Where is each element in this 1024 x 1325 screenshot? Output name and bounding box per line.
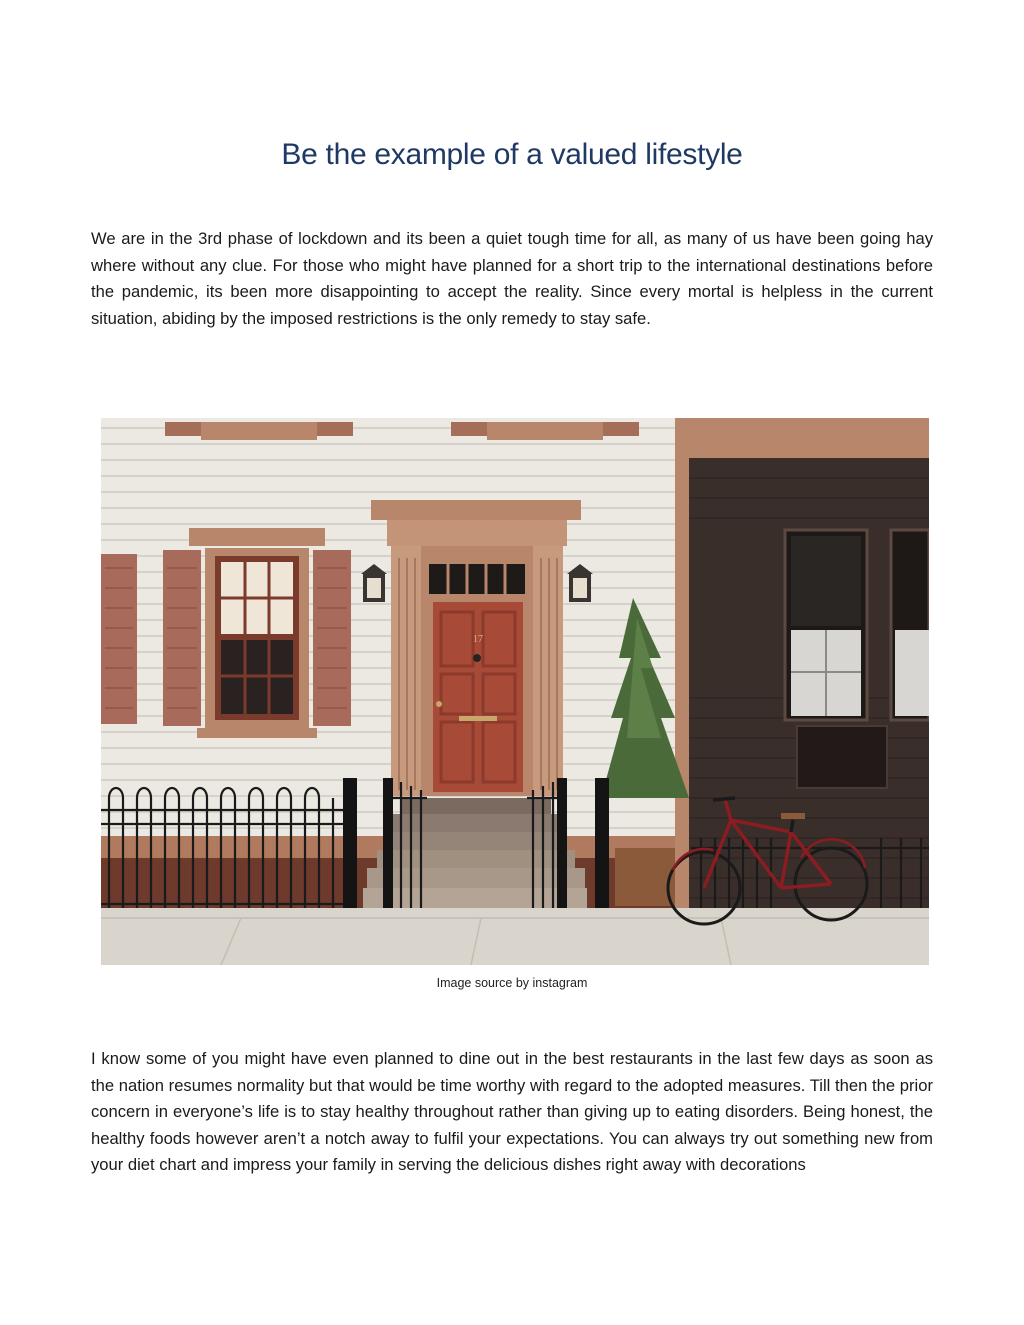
front-door <box>433 602 523 792</box>
intro-paragraph: We are in the 3rd phase of lockdown and its been a quiet tough time for all, as many of us have been going hay where without any clue. For those who might have planned for a short trip to the international destinations before the pandemic, its been more disappointing to accept the reality. Since every mortal is helpless in the current situation, abiding by the imposed restrictions is the only remedy to stay safe. <box>91 229 933 328</box>
door-number: 17 <box>473 634 483 645</box>
page-title: Be the example of a valued lifestyle <box>281 138 743 171</box>
house-photo <box>101 418 929 965</box>
image-caption: Image source by instagram <box>436 976 588 990</box>
body-paragraph: I know some of you might have even planned to dine out in the best restaurants in the last few days as soon as the nation resumes normality but that would be time worthy with regard to the adopted measures. Till then the prior concern in everyone’s life is to stay healthy throughout rather than giving up to eating disorders. Being honest, the healthy foods however aren’t a notch away to fulfil your expectations. You can always try out something new from your diet chart and impress your family in serving the delicious dishes right away with decorations <box>91 1049 933 1174</box>
